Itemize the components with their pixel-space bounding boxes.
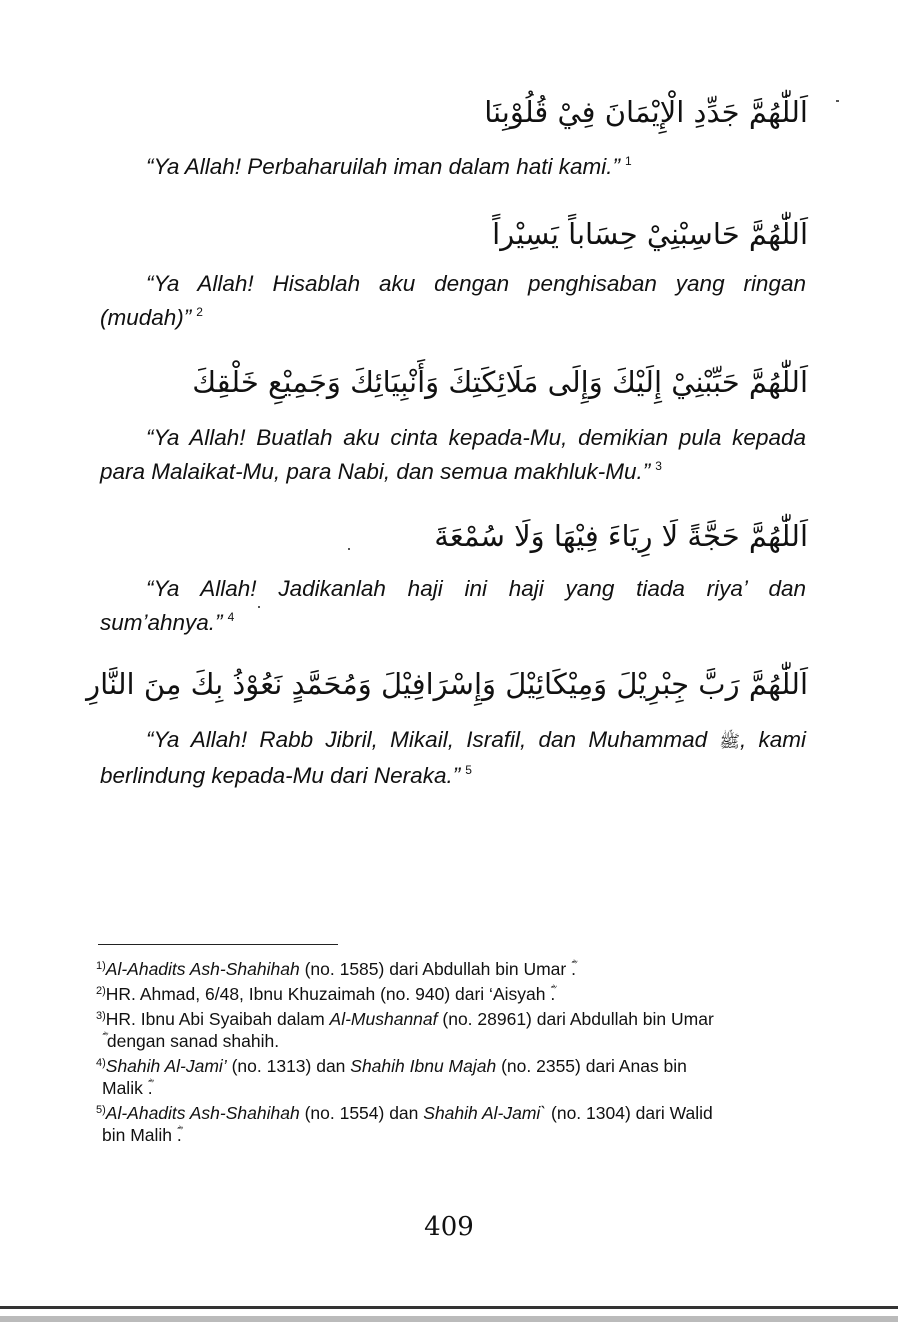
footnote-ref-1: 1 [624, 154, 632, 168]
page-edge-line [0, 1306, 898, 1309]
footnote-num: 4) [96, 1057, 106, 1069]
footnote-title: Shahih Al-Jami` [423, 1103, 547, 1123]
footnote-title: Al-Mushannaf [329, 1009, 438, 1029]
dua-1-text: “Ya Allah! Perbaharuilah iman dalam hati kami.” [146, 154, 620, 179]
footnote-ref-5: 5 [465, 763, 472, 777]
scan-speck [836, 100, 839, 102]
dua-4-text: “Ya Allah! Jadikanlah haji ini haji yang tiada riya’ dan sum’ahnya.” [100, 576, 806, 635]
footnote-text: (no. 28961) dari Abdullah bin Umar [437, 1009, 714, 1029]
footnote-text: (no. 1313) dan [226, 1056, 351, 1076]
footnote-title: Al-Ahadits Ash-Shahihah [105, 1103, 300, 1123]
footnote-text: (no. 1585) dari Abdullah bin Umar ؓ. [299, 959, 576, 979]
footnote-5 [96, 1099, 806, 1146]
footnote-text: HR. Ibnu Abi Syaibah dalam [105, 1009, 330, 1029]
dua-3-translation [100, 423, 806, 486]
scan-speck [258, 606, 260, 608]
dua-1-arabic: اَللّٰهُمَّ جَدِّدِ الْإِيْمَانَ فِيْ قُلُوْبِنَا [484, 95, 808, 129]
dua-5-translation [100, 725, 806, 790]
salawat-symbol: ﷺ [719, 732, 740, 751]
footnote-ref-2: 2 [196, 305, 203, 319]
footnote-text: HR. Ahmad, 6/48, Ibnu Khuzaimah (no. 940) dari ‘Aisyah ؓ. [105, 984, 556, 1004]
footnote-continuation: ؓ dengan sanad shahih. [102, 1031, 280, 1051]
footnotes [96, 955, 806, 1146]
footnote-2 [96, 980, 806, 1005]
dua-5-text-before: “Ya Allah! Rabb Jibril, Mikail, Israfil, dan Muhammad [146, 727, 708, 752]
footnote-3 [96, 1005, 806, 1052]
footnote-continuation: Malik ؓ. [102, 1078, 153, 1098]
dua-3-text: “Ya Allah! Buatlah aku cinta kepada-Mu, demikian pula kepada para Malaikat-Mu, para Nabi, dan semua makhluk-Mu.” [100, 425, 806, 484]
footnote-1 [96, 955, 806, 980]
footnote-ref-3: 3 [655, 459, 662, 473]
footnote-4 [96, 1052, 806, 1099]
footnote-title: Shahih Ibnu Majah [350, 1056, 497, 1076]
footnote-text: (no. 1554) dan [299, 1103, 424, 1123]
dua-5-text-after: , kami berlindung kepada-Mu dari Neraka.” [100, 727, 806, 788]
page-edge-shadow [0, 1316, 898, 1322]
scan-speck [348, 548, 350, 550]
dua-3-arabic: اَللّٰهُمَّ حَبِّبْنِيْ إِلَيْكَ وَإِلَى مَلَائِكَتِكَ وَأَنْبِيَائِكَ وَجَمِيْعِ خَلْقِكَ [192, 365, 808, 399]
dua-1-translation [100, 147, 806, 181]
dua-2-arabic: اَللّٰهُمَّ حَاسِبْنِيْ حِسَاباً يَسِيْراً [492, 217, 808, 251]
footnote-divider [98, 944, 338, 945]
footnote-continuation: bin Malih ؓ. [102, 1125, 182, 1145]
footnote-num: 5) [96, 1104, 106, 1116]
page-number: 409 [424, 1212, 474, 1242]
footnote-num: 1) [96, 960, 106, 972]
footnote-text: (no. 1304) dari Walid [546, 1103, 713, 1123]
footnote-title: Al-Ahadits Ash-Shahihah [105, 959, 300, 979]
dua-2-translation [100, 269, 806, 332]
dua-4-arabic: اَللّٰهُمَّ حَجَّةً لَا رِيَاءَ فِيْهَا وَلَا سُمْعَةَ [434, 519, 808, 553]
footnote-num: 3) [96, 1010, 106, 1022]
footnote-text: (no. 2355) dari Anas bin [496, 1056, 687, 1076]
dua-2-text: “Ya Allah! Hisablah aku dengan penghisaban yang ringan (mudah)” [100, 271, 806, 330]
dua-4-translation [100, 574, 806, 637]
footnote-ref-4: 4 [227, 610, 235, 624]
footnote-num: 2) [96, 985, 106, 997]
footnote-title: Shahih Al-Jami’ [105, 1056, 227, 1076]
dua-5-arabic: اَللّٰهُمَّ رَبَّ جِبْرِيْلَ وَمِيْكَائِيْلَ وَإِسْرَافِيْلَ وَمُحَمَّدٍ نَعُوْذُ بِكَ مِنَ النَّارِ [86, 667, 808, 701]
